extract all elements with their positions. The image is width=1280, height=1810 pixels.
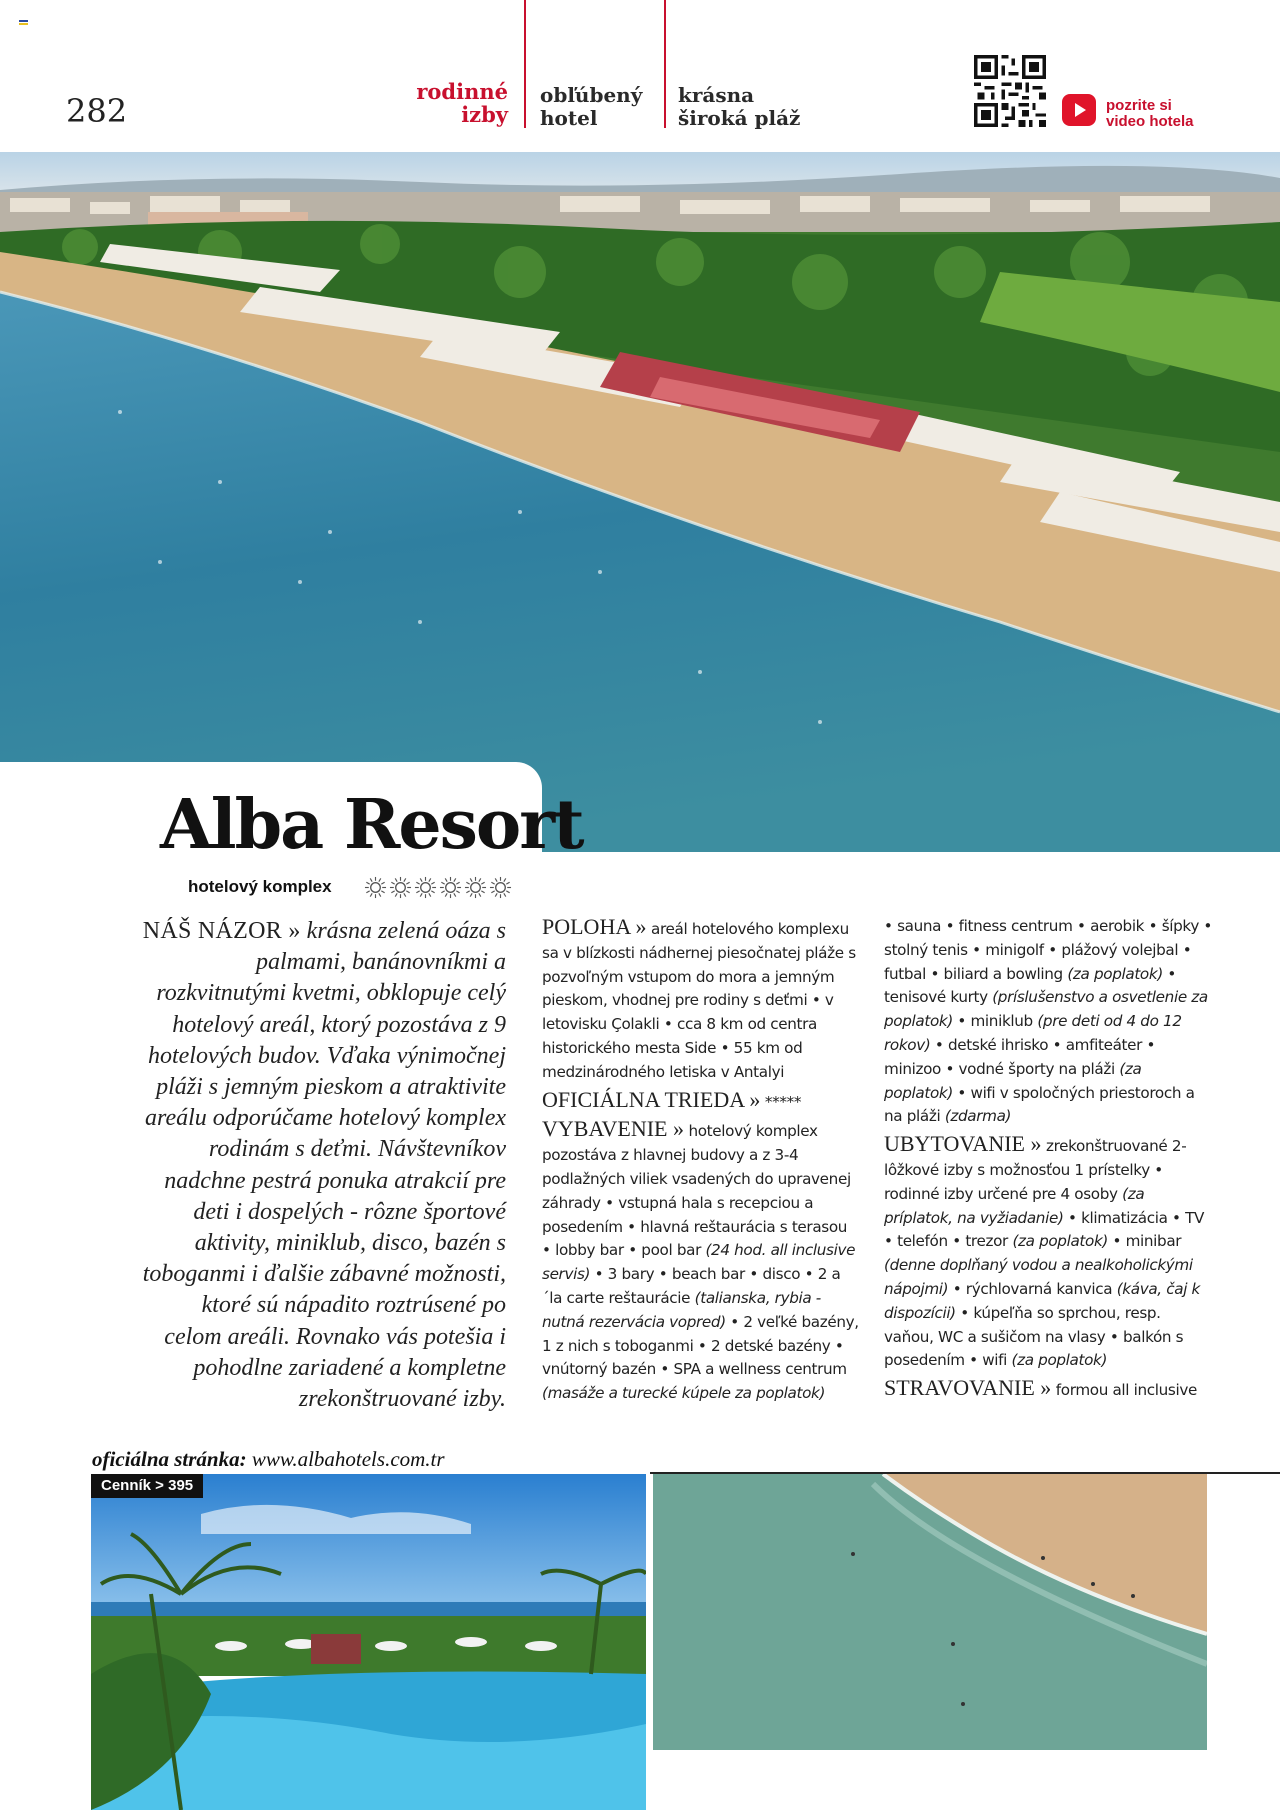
facilities-note: (zdarma) [944,1107,1012,1126]
info-column-right [884,915,1214,1406]
facilities-text: hotelový komplex pozostáva z hlavnej budovy a z 3-4 podlažných viliek vsadených do upravenej záhrady • vstupná hala s recepciou a posedením • hlavná reštaurácia s terasou • lobby bar • pool bar [542,1122,851,1260]
pricelist-badge[interactable]: Cenník > 395 [91,1474,203,1498]
rooms-text: • minibar [1112,1232,1182,1251]
flag-icon [19,20,28,27]
rooms-note: (denne doplňaný vodou a nealkoholickými nápojmi) [884,1256,1193,1298]
sun-icon [364,876,387,899]
location-section [542,915,860,1085]
info-column-left [542,915,860,1409]
official-website[interactable] [92,1447,445,1472]
rooms-note: (za príplatok, na vyžiadanie) [884,1184,1145,1227]
tag-line: izby [461,102,508,127]
sun-icon [439,876,462,899]
facilities-note: (pre deti od 4 do 12 rokov) [884,1012,1182,1054]
tag-line: hotel [540,106,598,130]
page-number: 282 [66,92,128,130]
sun-icon [414,876,437,899]
meals-text: formou all inclusive [1055,1381,1197,1400]
tag-family-rooms [380,80,508,126]
facilities-note: (za poplatok) [884,1059,1142,1102]
facilities-note: (24 hod. all inclusive servis) [542,1241,856,1284]
facilities-text: • sauna • fitness centrum • aerobik • šípky • stolný tenis • minigolf • plážový volejbal • futbal • biliard a bowling [884,917,1213,983]
facilities-text: • 3 bary • beach bar • disco • 2 a´la carte reštaurácie [542,1265,841,1307]
tag-line: široká pláž [678,106,801,130]
header-divider [664,0,666,128]
facilities-note: (talianska, rybia - nutná rezervácia vopred) [542,1288,821,1331]
facilities-text: • 2 veľké bazény, 1 z nich s toboganmi • 2 detské bazény • vnútorný bazén • SPA a wellness centrum [542,1312,859,1379]
facilities-heading: VYBAVENIE » [542,1116,684,1142]
rooms-heading: UBYTOVANIE » [884,1131,1042,1157]
tag-line: obľúbený [540,83,643,107]
facilities-note: (príslušenstvo a osvetlenie za poplatok) [884,988,1208,1031]
facilities-note: (za poplatok) [1067,964,1163,983]
hotel-name: Alba Resort [160,785,583,865]
facilities-text: • wifi v spoločných priestoroch a na pláži [884,1083,1195,1126]
website-label: oficiálna stránka: [92,1447,247,1471]
facilities-note: (masáže a turecké kúpele za poplatok) [542,1384,826,1403]
qr-code-icon[interactable] [974,55,1046,127]
location-heading: POLOHA » [542,914,647,939]
beach-photo [653,1474,1207,1750]
rooms-note: (káva, čaj k dispozícii) [884,1279,1200,1322]
website-url[interactable]: www.albahotels.com.tr [251,1447,445,1471]
rating-suns [364,876,512,899]
class-section [542,1088,860,1115]
meals-heading: STRAVOVANIE » [884,1375,1052,1401]
location-text: areál hotelového komplexu sa v blízkosti nádhernej piesočnatej pláže s pozvoľným vstupom do mora a jemným pieskom, vhodnej pre rodiny s deťmi • v letovisku Çolakli • cca 8 km od centra historického mesta Side • 55 km od medzinárodného letiska v Antalyi [542,920,856,1081]
sun-icon [389,876,412,899]
video-link-line: video hotela [1106,113,1194,130]
hero-photo [0,152,1280,852]
tag-line: krásna [678,83,755,107]
tag-line: rodinné [416,79,508,104]
class-value: ***** [764,1092,802,1111]
opinion-text: krásna zelená oáza s palmami, banánovníkmi a rozkvitnutými kvetmi, obklopuje celý hotelový areál, ktorý pozostáva z 9 hotelových budov. Vďaka výnimočnej pláži s jemným pieskom a atraktivite areálu odporúčame hotelový komplex rodinám s deťmi. Návštevníkov nadchne pestrá ponuka atrakcií pre deti i dospelých - rôzne športové aktivity, miniklub, disco, bazén s toboganmi i ďalšie zábavné možnosti, ktoré sú nápadito roztrúsené po celom areáli. Rovnako vás potešia i pohodlne zariadené a kompletne zrekonštruované izby. [142,918,506,1413]
tag-beach [678,84,800,130]
tag-favourite-hotel [540,84,642,130]
facilities-text: • detské ihrisko • amfiteáter • minizoo • vodné športy na pláži [884,1035,1156,1078]
rooms-text: • rýchlovarná kanvica [952,1279,1113,1298]
facilities-text: • miniklub [957,1012,1033,1031]
rooms-text: zrekonštruované 2-lôžkové izby s možnosťou 1 prístelky • rodinné izby určené pre 4 osoby [884,1137,1187,1203]
rooms-note: (za poplatok) [1011,1351,1108,1370]
sun-icon [464,876,487,899]
header-divider [524,0,526,128]
class-heading: OFICIÁLNA TRIEDA » [542,1086,761,1112]
pool-photo [91,1474,646,1810]
video-link[interactable] [1106,98,1194,130]
facilities-section [542,1117,860,1406]
video-link-line: pozrite si [1106,97,1172,114]
sun-icon [489,876,512,899]
rooms-text: • kúpeľňa so sprchou, resp. vaňou, WC a sušičom na vlasy • balkón s posedením • wifi [884,1303,1184,1370]
rooms-note: (za poplatok) [1012,1232,1108,1251]
rooms-section [884,1132,1214,1373]
facilities-text: • tenisové kurty [884,964,1176,1007]
rooms-text: • klimatizácia • TV • telefón • trezor [884,1208,1205,1251]
hotel-type: hotelový komplex [188,877,332,896]
our-opinion [140,916,506,1415]
meals-section [884,1376,1214,1403]
youtube-play-icon[interactable] [1062,94,1096,126]
facilities-continued [884,915,1214,1129]
opinion-label: NÁŠ NÁZOR » [142,918,301,944]
